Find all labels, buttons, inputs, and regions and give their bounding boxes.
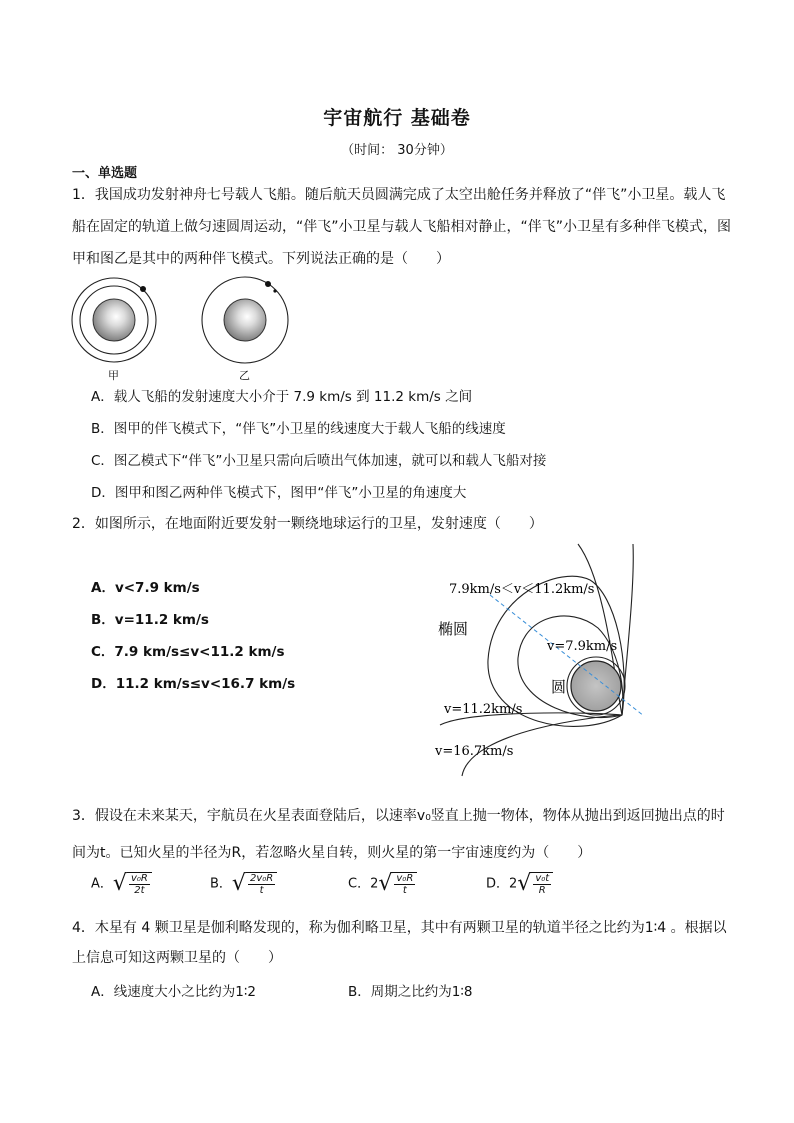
- label-v167: v=16.7km/s: [435, 744, 514, 759]
- section-heading: 一、单选题: [72, 166, 138, 181]
- q1-option-a[interactable]: A．载人飞船的发射速度大小介于 7.9 km/s 到 11.2 km/s 之间: [91, 389, 473, 405]
- label-v79: v=7.9km/s: [547, 639, 618, 654]
- q3-stem-line2: 间为t。已知火星的半径为R，若忽略火星自转，则火星的第一宇宙速度约为（ ）: [72, 845, 592, 861]
- q2-option-c[interactable]: C．7.9 km/s≤v<11.2 km/s: [91, 644, 285, 660]
- q4-option-a[interactable]: A．线速度大小之比约为1∶2: [91, 984, 256, 1000]
- page-title: 宇宙航行 基础卷: [323, 107, 471, 129]
- q3-option-c[interactable]: C．2√ $\frac{\text{v₀R}}{t}$: [348, 872, 417, 896]
- label-circle: 圆: [551, 678, 567, 696]
- time-limit: （时间： 30分钟）: [341, 143, 453, 158]
- q3-option-b[interactable]: B．√ $\frac{\text{2v₀R}}{t}$: [210, 872, 277, 896]
- q1-stem-line1: 1．我国成功发射神舟七号载人飞船。随后航天员圆满完成了太空出舱任务并释放了“伴飞”小卫星。载人飞: [72, 187, 726, 203]
- label-v112: v=11.2km/s: [444, 702, 523, 717]
- q2-option-d[interactable]: D．11.2 km/s≤v<16.7 km/s: [91, 676, 296, 692]
- figure-a-label: 甲: [108, 369, 119, 382]
- q4-stem-line2: 上信息可知这两颗卫星的（ ）: [72, 950, 282, 966]
- trajectory-curves: [440, 544, 633, 776]
- q3-stem-line1: 3．假设在未来某天，宇航员在火星表面登陆后，以速率v₀竖直上抛一物体，物体从抛出到返回抛出点的时: [72, 808, 725, 824]
- q2-option-b[interactable]: B．v=11.2 km/s: [91, 612, 209, 628]
- figure-a-orbits: [72, 278, 156, 362]
- q1-option-d[interactable]: D．图甲和图乙两种伴飞模式下，图甲“伴飞”小卫星的角速度大: [91, 485, 467, 501]
- label-ellipse: 椭圆: [438, 620, 469, 638]
- q1-option-b[interactable]: B．图甲的伴飞模式下，“伴飞”小卫星的线速度大于载人飞船的线速度: [91, 421, 506, 437]
- q1-stem-line3: 甲和图乙是其中的两种伴飞模式。下列说法正确的是（ ）: [72, 251, 450, 267]
- figure-b-orbits: [202, 277, 288, 363]
- q2-launch-figure: [430, 540, 660, 780]
- q1-option-c[interactable]: C．图乙模式下“伴飞”小卫星只需向后喷出气体加速，就可以和载人飞船对接: [91, 453, 547, 469]
- q1-stem-line2: 船在固定的轨道上做匀速圆周运动，“伴飞”小卫星与载人飞船相对静止，“伴飞”小卫星有多种伴飞模式，图: [72, 219, 732, 235]
- q4-option-b[interactable]: B．周期之比约为1∶8: [348, 984, 473, 1000]
- q2-stem: 2．如图所示，在地面附近要发射一颗绕地球运行的卫星，发射速度（ ）: [72, 516, 543, 532]
- q3-option-d[interactable]: D．2√ $\frac{\text{v₀t}}{R}$: [486, 872, 553, 896]
- q2-option-a[interactable]: A．v<7.9 km/s: [91, 580, 200, 596]
- figure-b-label: 乙: [239, 369, 250, 382]
- label-range: 7.9km/s＜v＜11.2km/s: [449, 582, 595, 597]
- q3-option-a[interactable]: A．√ $\frac{\text{v₀R}}{2t}$: [91, 872, 152, 896]
- q4-stem-line1: 4．木星有 4 颗卫星是伽利略发现的，称为伽利略卫星，其中有两颗卫星的轨道半径之比约为1∶4 。根据以: [72, 920, 727, 936]
- q1-orbit-figure: [66, 276, 296, 382]
